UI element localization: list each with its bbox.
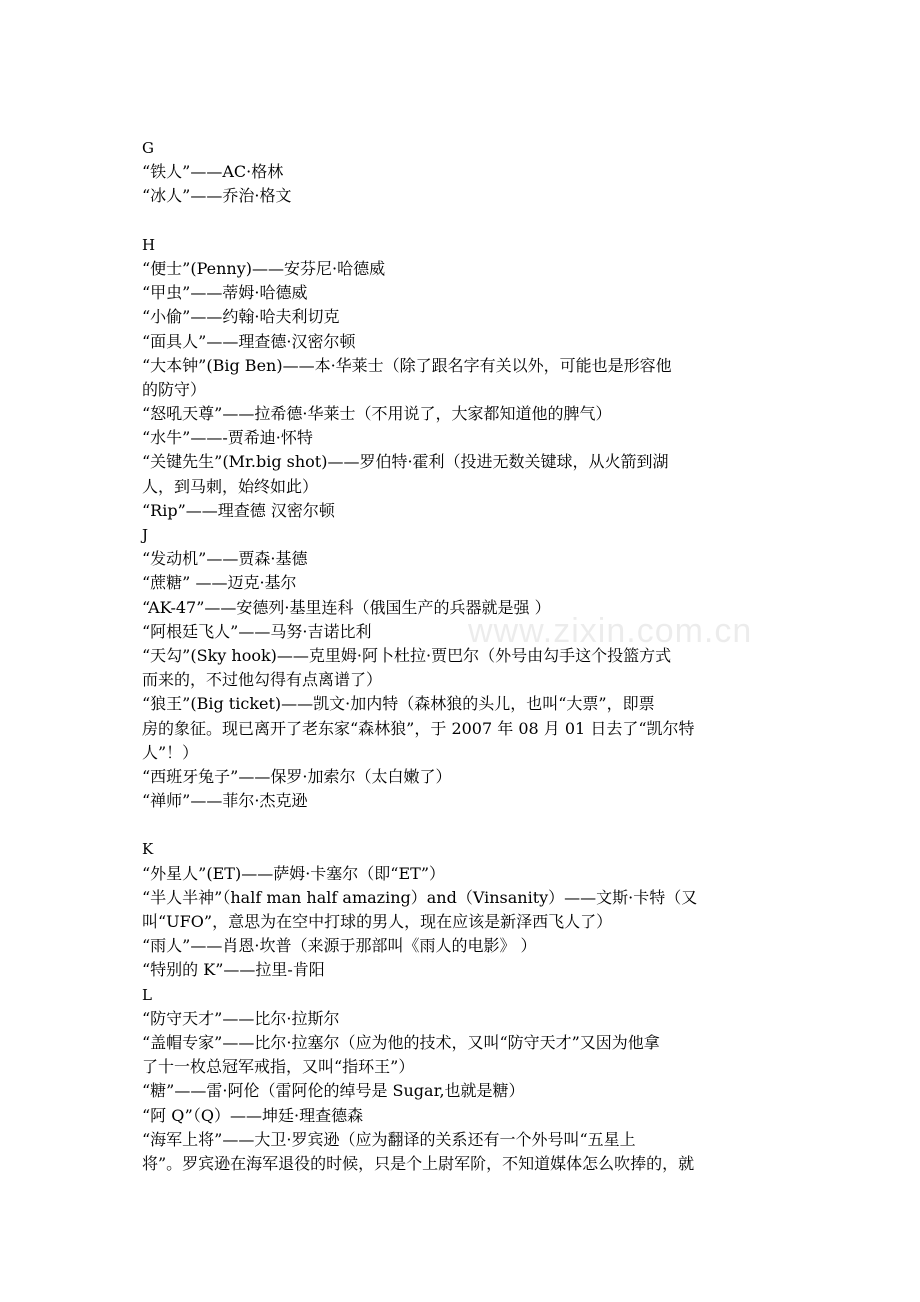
blank-line (142, 209, 792, 233)
section-letter-heading: L (142, 985, 152, 1004)
nickname-line: “冰人”——乔治·格文 (142, 186, 292, 206)
nickname-line: 的防守） (142, 379, 207, 399)
nickname-line: “便士”(Penny)——安芬尼·哈德威 (142, 258, 386, 278)
nickname-line: “防守天才”——比尔·拉斯尔 (142, 1008, 340, 1028)
nickname-line: “阿 Q”（Q）——坤廷·理查德森 (142, 1105, 364, 1125)
nickname-line: 人，到马刺，始终如此） (142, 476, 319, 496)
nickname-line: “蔗糖” ——迈克·基尔 (142, 573, 297, 593)
section-letter-heading: G (142, 139, 154, 157)
nickname-line: “大本钟”(Big Ben)——本·华莱士（除了跟名字有关以外，可能也是形容他 (142, 355, 672, 375)
section-letter-heading: H (142, 235, 156, 254)
nickname-line: “阿根廷飞人”——马努·吉诺比利 (142, 621, 372, 641)
nickname-line: “盖帽专家”——比尔·拉塞尔（应为他的技术，又叫“防守天才”又因为他拿 (142, 1032, 660, 1052)
nickname-line: “AK-47”——安德列·基里连科（俄国生产的兵器就是强 ） (142, 597, 551, 617)
nickname-line: “面具人”——理查德·汉密尔顿 (142, 331, 356, 351)
nickname-line: “雨人”——肖恩·坎普（来源于那部叫《雨人的电影》 ） (142, 936, 537, 956)
nickname-line: “天勾”(Sky hook)——克里姆·阿卜杜拉·贾巴尔（外号由勾手这个投篮方式 (142, 645, 672, 665)
section-letter-heading: K (142, 840, 154, 859)
nickname-line: “半人半神”（half man half amazing）and（Vinsanity）——文斯·卡特（又 (142, 887, 698, 907)
nickname-line: “禅师”——菲尔·杰克逊 (142, 791, 308, 811)
nickname-line: “Rip”——理查德 汉密尔顿 (142, 500, 335, 520)
blank-line (142, 813, 792, 837)
nickname-line: “海军上将”——大卫·罗宾逊（应为翻译的关系还有一个外号叫“五星上 (142, 1129, 636, 1149)
nickname-line: “特别的 K”——拉里-肯阳 (142, 960, 325, 980)
nickname-line: “狼王”(Big ticket)——凯文·加内特（森林狼的头儿，也叫“大票”，即票 (142, 694, 655, 714)
watermark: www.zixin.com.cn (468, 612, 753, 650)
nickname-line: “水牛”——-贾希迪·怀特 (142, 428, 313, 448)
nickname-line: 将”。罗宾逊在海军退役的时候，只是个上尉军阶，不知道媒体怎么吹捧的，就 (142, 1153, 695, 1173)
nickname-line: “怒吼天尊”——拉希德·华莱士（不用说了，大家都知道他的脾气） (142, 404, 612, 424)
nickname-line: “小偷”——约翰·哈夫利切克 (142, 307, 340, 327)
nickname-line: “西班牙兔子”——保罗·加索尔（太白嫩了） (142, 766, 452, 786)
nickname-line: 了十一枚总冠军戒指，又叫“指环王”） (142, 1057, 415, 1077)
nickname-line: “外星人”(ET)——萨姆·卡塞尔（即“ET”） (142, 863, 445, 883)
nickname-line: “发动机”——贾森·基德 (142, 549, 308, 569)
document-body (142, 136, 792, 1176)
nickname-line: 而来的，不过他勾得有点离谱了） (142, 670, 383, 690)
nickname-line: “糖”——雷·阿伦（雷阿伦的绰号是 Sugar,也就是糖） (142, 1081, 525, 1101)
nickname-line: 房的象征。现已离开了老东家“森林狼”，于 2007 年 08 月 01 日去了“凯尔特 (142, 718, 695, 738)
section-letter-heading: J (142, 526, 149, 544)
nickname-line: 叫“UFO”，意思为在空中打球的男人，现在应该是新泽西飞人了） (142, 912, 613, 931)
nickname-line: “铁人”——AC·格林 (142, 162, 284, 182)
nickname-line: 人”！） (142, 742, 199, 762)
nickname-line: “关键先生”(Mr.big shot)——罗伯特·霍利（投进无数关键球，从火箭到湖 (142, 452, 669, 472)
nickname-line: “甲虫”——蒂姆·哈德威 (142, 283, 308, 303)
